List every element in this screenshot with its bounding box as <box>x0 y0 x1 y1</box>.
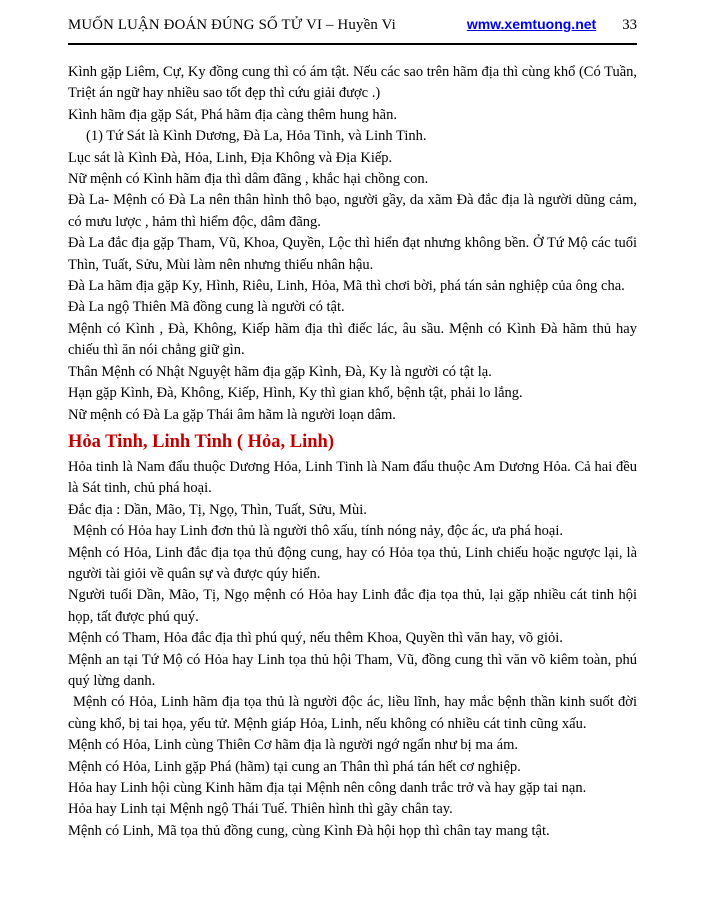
paragraph: Kình hãm địa gặp Sát, Phá hãm địa càng thêm hung hãn. <box>68 106 397 123</box>
paragraph: Đà La đắc địa gặp Tham, Vũ, Khoa, Quyền, Lộc thì hiển đạt nhưng không bền. Ở Tứ Mộ các tuổi Thìn, Tuất, Sửu, Mùi làm nên nhưng thiếu nhân hậu. <box>68 235 637 273</box>
paragraph: Mệnh an tại Tứ Mộ có Hỏa hay Linh tọa thủ hội Tham, Vũ, đồng cung thì văn võ kiêm toàn, phú quý lừng danh. <box>68 651 637 689</box>
page-body <box>68 62 637 842</box>
page-number: 33 <box>622 17 637 33</box>
paragraph: Mệnh có Hỏa, Linh cùng Thiên Cơ hãm địa là người ngớ ngẩn như bị ma ám. <box>68 737 519 754</box>
paragraph: Đà La ngộ Thiên Mã đồng cung là người có tật. <box>68 299 345 316</box>
paragraph: Đà La hãm địa gặp Ky, Hình, Riêu, Linh, Hỏa, Mã thì chơi bời, phá tán sản nghiệp của ông cha. <box>68 278 625 295</box>
paragraph: Kình gặp Liêm, Cự, Ky đồng cung thì có ám tật. Nếu các sao trên hãm địa thì cùng khổ (Có Tuần, Triệt án ngữ hay nhiều sao tốt đẹp thì cứu giải được .) <box>68 64 637 102</box>
page-header <box>68 16 637 34</box>
paragraph: Nữ mệnh có Kình hãm địa thì dâm đãng , khắc hại chồng con. <box>68 171 429 188</box>
paragraph: Người tuổi Dần, Mão, Tị, Ngọ mệnh có Hỏa hay Linh đắc địa tọa thủ, lại gặp nhiều cát tinh hội họp, tất được phú quý. <box>68 587 637 625</box>
paragraph: Mệnh có Hỏa hay Linh đơn thủ là người thô xấu, tính nóng nảy, độc ác, ưa phá hoại. <box>73 523 563 540</box>
website-link[interactable]: wmw.xemtuong.net <box>466 16 597 32</box>
header-divider <box>68 43 637 45</box>
paragraph: Mệnh có Tham, Hỏa đắc địa thì phú quý, nếu thêm Khoa, Quyền thì văn hay, võ giỏi. <box>68 630 563 647</box>
paragraph: Mệnh có Kình , Đà, Không, Kiếp hãm địa thì điếc lác, âu sầu. Mệnh có Kình Đà hãm thủ hay chiếu thì ăn nói chẳng giữ gìn. <box>68 320 637 359</box>
paragraph: Nữ mệnh có Đà La gặp Thái âm hãm là người loạn dâm. <box>68 406 396 423</box>
paragraph: Mệnh có Hỏa, Linh gặp Phá (hãm) tại cung an Thân thì phá tán hết cơ nghiệp. <box>68 758 521 775</box>
paragraph: Mệnh có Hỏa, Linh đắc địa tọa thủ động cung, hay có Hỏa tọa thủ, Linh chiếu hoặc ngược lại, là người tài giỏi về quân sự và được qúy hiển. <box>68 544 637 582</box>
paragraph: Lục sát là Kình Đà, Hỏa, Linh, Địa Không và Địa Kiếp. <box>68 149 393 166</box>
paragraph: Hỏa hay Linh tại Mệnh ngộ Thái Tuế. Thiên hình thì gãy chân tay. <box>68 801 453 818</box>
paragraph: Đà La- Mệnh có Đà La nên thân hình thô bạo, người gầy, da xãm Đà đắc địa là người dũng cảm, có mưu lược , hảm thì hiểm độc, dâm đãng. <box>68 192 637 230</box>
paragraph: Đắc địa : Dần, Mão, Tị, Ngọ, Thìn, Tuất, Sửu, Mùi. <box>68 501 367 518</box>
paragraph: Hỏa hay Linh hội cùng Kinh hãm địa tại Mệnh nên công danh trắc trở và hay gặp tai nạn. <box>68 780 587 796</box>
paragraph: Thân Mệnh có Nhật Nguyệt hãm địa gặp Kình, Đà, Ky là người có tật lạ. <box>68 363 492 380</box>
section-heading: Hỏa Tinh, Linh Tinh ( Hỏa, Linh) <box>68 431 334 452</box>
book-title: MUỐN LUẬN ĐOÁN ĐÚNG SỐ TỬ VI – Huyền Vi <box>68 17 396 33</box>
paragraph: Mệnh có Hỏa, Linh hãm địa tọa thủ là người độc ác, liều lĩnh, hay mắc bệnh thần kinh suốt đời cùng khổ, bị tai họa, yếu tử. Mệnh giáp Hỏa, Linh, nếu không có nhiều cát tinh cũng xấu. <box>68 694 637 732</box>
paragraph: (1) Tứ Sát là Kình Dương, Đà La, Hỏa Tinh, và Linh Tinh. <box>86 128 427 145</box>
paragraph: Mệnh có Linh, Mã tọa thủ đồng cung, cùng Kình Đà hội họp thì chân tay mang tật. <box>68 822 550 839</box>
paragraph: Hỏa tinh là Nam đẩu thuộc Dương Hỏa, Linh Tinh là Nam đẩu thuộc Am Dương Hỏa. Cả hai đều là Sát tinh, chủ phá hoại. <box>68 458 637 497</box>
paragraph: Hạn gặp Kình, Đà, Không, Kiếp, Hình, Ky thì gian khổ, bệnh tật, phải lo lắng. <box>68 385 523 402</box>
